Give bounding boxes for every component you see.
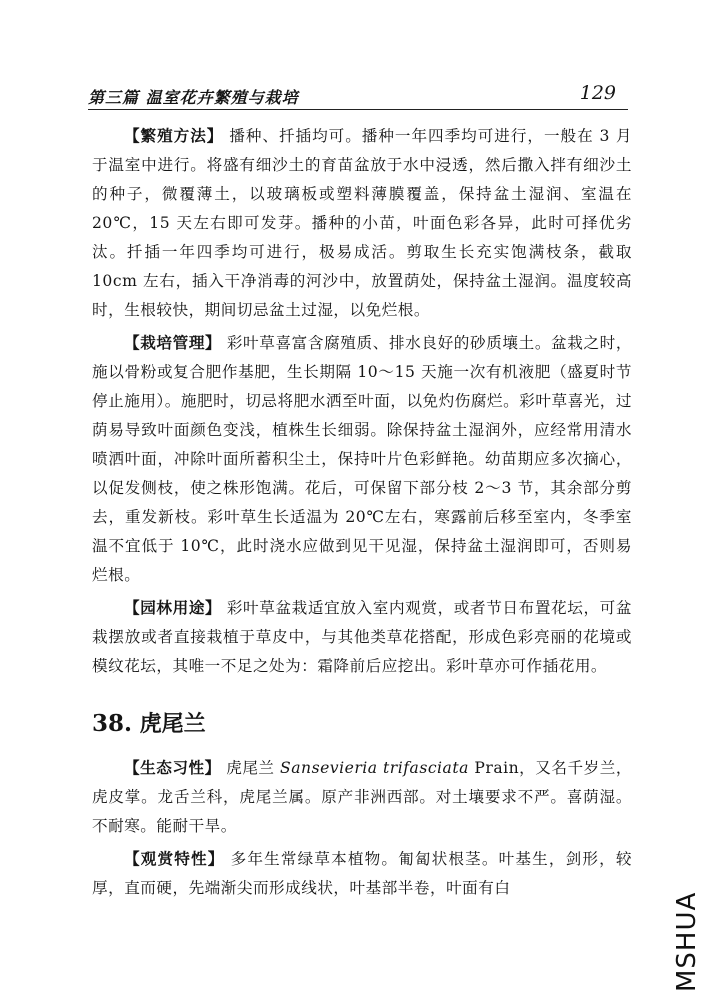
paragraph-text: 多年生常绿草本植物。匍匐状根茎。叶基生，剑形，较厚，直而硬，先端渐尖而形成线状，叶基部半卷，叶面有白: [92, 850, 632, 897]
latin-name: Sansevieria trifasciata: [280, 759, 469, 777]
paragraph-ornamental: [92, 845, 632, 903]
watermark-text: MSHUA: [672, 891, 702, 992]
paragraph-text: 播种、扦插均可。播种一年四季均可进行，一般在 3 月于温室中进行。将盛有细沙土的育苗盆放于水中浸透，然后撒入拌有细沙土的种子，微覆薄土，以玻璃板或塑料薄膜覆盖，保持盆土湿润、室温在 20℃，15 天左右即可发芽。播种的小苗，叶面色彩各异，此时可择优劣汰。扦插一年四季均可进行，极易成活。剪取生长充实饱满枝条，截取 10cm 左右，插入干净消毒的河沙中，放置荫处，保持盆土湿润。温度较高时，生根较快，期间切忌盆土过湿，以免烂根。: [92, 127, 632, 319]
paragraph-heading: 【繁殖方法】: [124, 127, 224, 145]
chapter-title: 第三篇 温室花卉繁殖与栽培: [88, 88, 299, 107]
page-header: [88, 73, 628, 111]
paragraph-propagation: [92, 122, 632, 325]
page-number: 129: [579, 82, 616, 104]
section-number: 38.: [92, 710, 133, 737]
paragraph-ecology: [92, 754, 632, 841]
paragraph-text: 彩叶草喜富含腐殖质、排水良好的砂质壤土。盆栽之时，施以骨粉或复合肥作基肥，生长期隔 10～15 天施一次有机液肥（盛夏时节停止施用）。施肥时，切忌将肥水洒至叶面，以免灼伤腐烂。彩叶草喜光，过荫易导致叶面颜色变浅，植株生长细弱。除保持盆土湿润外，应经常用清水喷洒叶面，冲除叶面所蓄积尘土，保持叶片色彩鲜艳。幼苗期应多次摘心，以促发侧枝，使之株形饱满。花后，可保留下部分枝 2～3 节，其余部分剪去，重发新枝。彩叶草生长适温为 20℃左右，寒露前后移至室内，冬季室温不宜低于 10℃，此时浇水应做到见干见湿，保持盆土湿润即可，否则易烂根。: [92, 334, 632, 584]
section-title: [92, 707, 632, 738]
paragraph-landscape-use: [92, 594, 632, 681]
paragraph-heading: 【栽培管理】: [124, 334, 222, 352]
paragraph-text: 虎尾兰: [220, 759, 281, 777]
paragraph-cultivation: [92, 329, 632, 590]
paragraph-text: 彩叶草盆栽适宜放入室内观赏，或者节日布置花坛，可盆栽摆放或者直接栽植于草皮中，与其他类草花搭配，形成色彩亮丽的花境或模纹花坛，其唯一不足之处为：霜降前后应挖出。彩叶草亦可作插花用。: [92, 599, 632, 675]
section-name: 虎尾兰: [132, 712, 206, 737]
paragraph-heading: 【园林用途】: [124, 599, 222, 617]
paragraph-heading: 【观赏特性】: [124, 850, 225, 868]
page-body: [92, 122, 632, 907]
paragraph-heading: 【生态习性】: [124, 759, 221, 777]
paragraph-text: Prain，又名千岁兰，虎皮掌。龙舌兰科，虎尾兰属。原产非洲西部。对土壤要求不严。喜荫湿。不耐寒。能耐干旱。: [92, 759, 632, 835]
header-rule: [88, 109, 628, 110]
